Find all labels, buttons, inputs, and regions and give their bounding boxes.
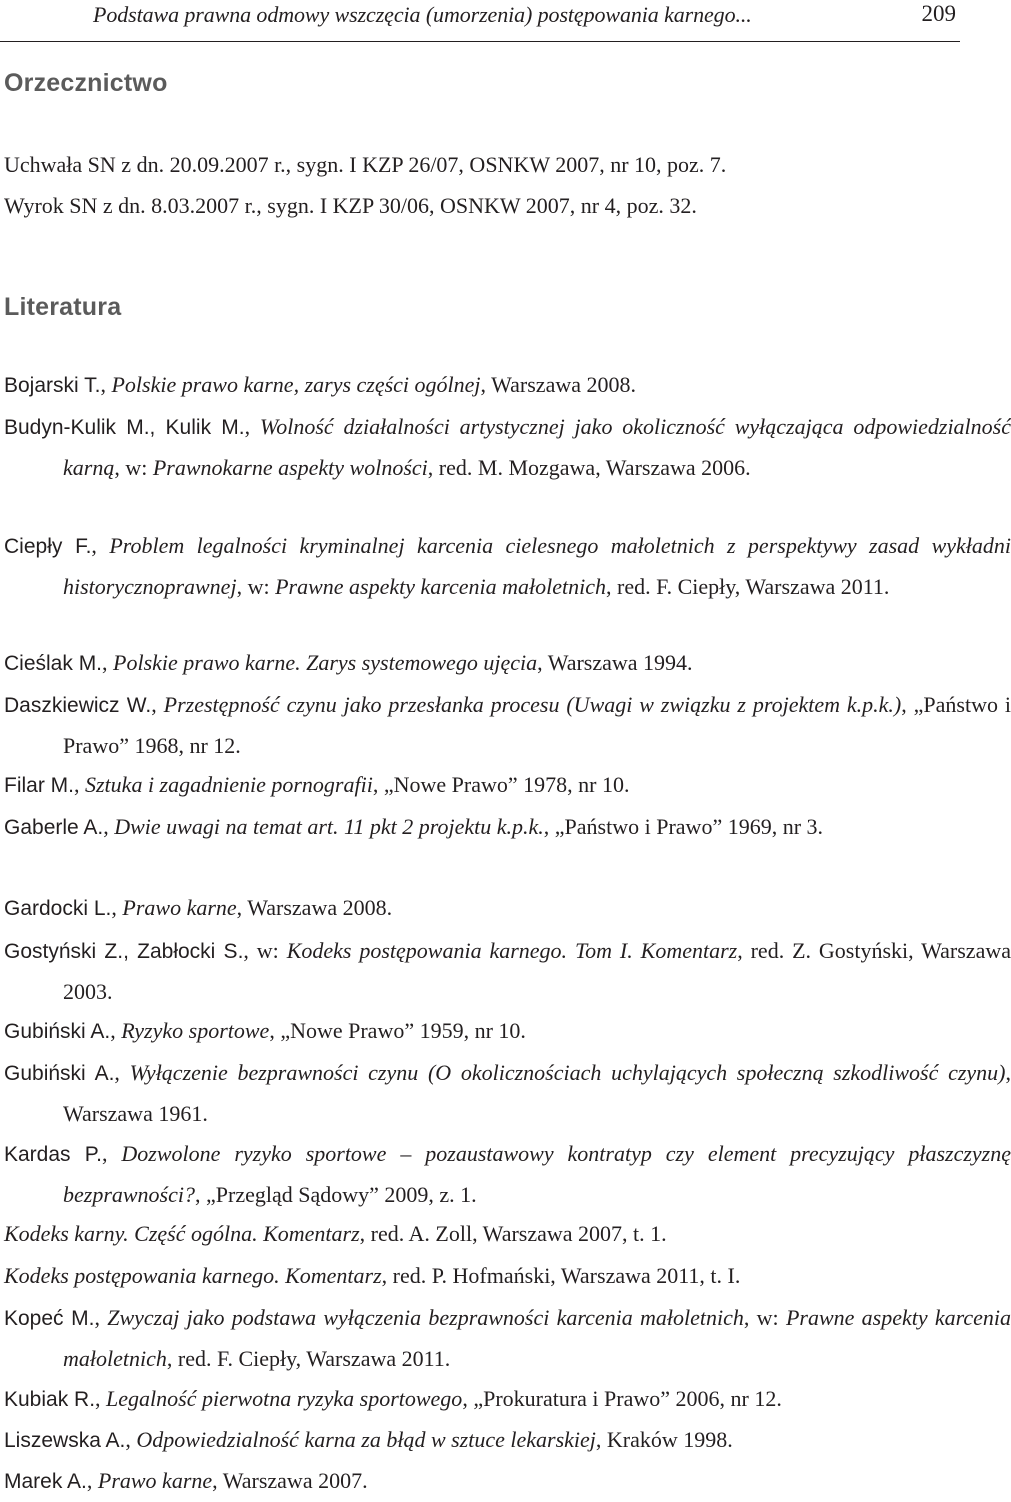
entry-separator: ,: [125, 1427, 137, 1452]
entry-details: , red. F. Ciepły, Warszawa 2011.: [166, 1346, 451, 1371]
entry-details: , red. M. Mozgawa, Warszawa 2006.: [427, 455, 751, 480]
bibliography-entry: [4, 1298, 1011, 1379]
bibliography-entry: [4, 1134, 1011, 1215]
entry-separator: ,: [95, 1386, 107, 1411]
entry-author: Gaberle A.: [4, 816, 104, 839]
entry-author: Gostyński Z., Zabłocki S.: [4, 940, 244, 963]
entry-details: , „Państwo i Prawo” 1969, nr 3.: [543, 814, 824, 839]
entry-title: Sztuka i zagadnienie pornografii: [85, 772, 373, 797]
entry-title: Prawo karne: [97, 1468, 213, 1493]
entry-author: Cieślak M.: [4, 652, 103, 675]
entry-details: , „Państwo i Prawo” 1968, nr 12.: [63, 692, 1011, 758]
bibliography-entry: [4, 526, 1011, 607]
entry-title: Dozwolone ryzyko sportowe – pozaustawowy kontratyp czy element precyzujący płaszczyznę bezprawności?: [63, 1141, 1011, 1207]
entry-details: , red. F. Ciepły, Warszawa 2011.: [606, 574, 890, 599]
entry-details: , red. Z. Gostyński, Warszawa 2003.: [63, 938, 1011, 1004]
entry-title: Problem legalności kryminalnej karcenia cielesnego małoletnich z perspektywy zasad wykładni historycznoprawnej: [63, 533, 1011, 599]
entry-separator: ,: [74, 772, 85, 797]
entry-author: Budyn-Kulik M., Kulik M.: [4, 416, 245, 439]
entry-author: Filar M.: [4, 774, 74, 797]
entry-title: Ryzyko sportowe: [121, 1018, 270, 1043]
entry-author: Kardas P.: [4, 1143, 102, 1166]
entry-separator: ,: [103, 814, 115, 839]
entry-title: Polskie prawo karne. Zarys systemowego ujęcia: [113, 650, 538, 675]
bibliography-entry: [4, 888, 1011, 929]
case-law-item: Uchwała SN z dn. 20.09.2007 r., sygn. I KZP 26/07, OSNKW 2007, nr 10, poz. 7.: [4, 152, 727, 177]
entry-details: , Kraków 1998.: [595, 1427, 733, 1452]
page-number: 209: [921, 1, 956, 26]
entry-author: Daszkiewicz W.: [4, 694, 152, 717]
entry-separator: ,: [100, 372, 112, 397]
entry-title: Przestępność czynu jako przesłanka procesu (Uwagi w związku z projektem k.p.k.): [163, 692, 902, 717]
entry-title: Odpowiedzialność karna za błąd w sztuce lekarskiej: [136, 1427, 596, 1452]
entry-details: , „Przegląd Sądowy” 2009, z. 1.: [195, 1182, 477, 1207]
entry-separator: ,: [91, 533, 110, 558]
entry-details: , Warszawa 2007.: [212, 1468, 368, 1493]
entry-title: Legalność pierwotna ryzyka sportowego: [106, 1386, 463, 1411]
section-heading-literature: Literatura: [4, 293, 122, 321]
case-law-item: Wyrok SN z dn. 8.03.2007 r., sygn. I KZP 30/06, OSNKW 2007, nr 4, poz. 32.: [4, 193, 697, 218]
entry-title: Kodeks karny. Część ogólna. Komentarz: [4, 1221, 360, 1246]
entry-author: Gubiński A.: [4, 1062, 115, 1085]
entry-title: Kodeks postępowania karnego. Komentarz: [4, 1263, 382, 1288]
bibliography-entry: [4, 365, 1011, 406]
section-heading-case-law: Orzecznictwo: [4, 69, 168, 97]
entry-collection-title: Prawne aspekty karcenia małoletnich: [63, 1305, 1011, 1371]
entry-collection-title: Prawne aspekty karcenia małoletnich: [275, 574, 606, 599]
entry-author: Ciepły F.: [4, 535, 92, 558]
entry-details: , Warszawa 2008.: [480, 372, 636, 397]
bibliography-entry: [4, 1461, 1011, 1502]
entry-details: , „Prokuratura i Prawo” 2006, nr 12.: [462, 1386, 782, 1411]
bibliography-entry: [4, 1011, 1011, 1052]
entry-collection-title: Prawnokarne aspekty wolności: [152, 455, 428, 480]
bibliography-entry: [4, 643, 1011, 684]
entry-separator: ,: [111, 895, 123, 920]
entry-details: , „Nowe Prawo” 1978, nr 10.: [372, 772, 630, 797]
entry-title: Dwie uwagi na temat art. 11 pkt 2 projektu k.p.k.: [114, 814, 544, 839]
entry-author: Gardocki L.: [4, 897, 112, 920]
entry-separator: ,: [86, 1468, 98, 1493]
entry-separator: ,: [151, 692, 164, 717]
entry-separator: , w:: [743, 1305, 786, 1330]
bibliography-entry: [4, 685, 1011, 766]
entry-details: , „Nowe Prawo” 1959, nr 10.: [269, 1018, 526, 1043]
running-head: [0, 0, 960, 42]
entry-author: Kubiak R.: [4, 1388, 96, 1411]
entry-separator: ,: [114, 1060, 130, 1085]
entry-author: Bojarski T.: [4, 374, 101, 397]
entry-title: Wolność działalności artystycznej jako okoliczność wyłączająca odpowiedzialność karną: [63, 414, 1011, 480]
entry-separator: ,: [102, 650, 114, 675]
entry-separator: , w:: [114, 455, 153, 480]
bibliography-entry: [4, 1053, 1011, 1134]
bibliography-entry: [4, 765, 1011, 806]
bibliography-entry: [4, 1256, 1011, 1297]
bibliography-entry: [4, 931, 1011, 1012]
entry-author: Kopeć M.: [4, 1307, 95, 1330]
running-head-title: Podstawa prawna odmowy wszczęcia (umorzenia) postępowania karnego...: [93, 2, 752, 27]
entry-author: Gubiński A.: [4, 1020, 111, 1043]
entry-title: Kodeks postępowania karnego. Tom I. Komentarz: [286, 938, 738, 963]
entry-details: , Warszawa 1994.: [537, 650, 693, 675]
entry-separator: ,: [110, 1018, 122, 1043]
entry-author: Liszewska A.: [4, 1429, 126, 1452]
bibliography-entry: [4, 1214, 1011, 1255]
entry-title: Prawo karne: [122, 895, 237, 920]
header-rule: [0, 41, 960, 42]
bibliography-entry: [4, 1379, 1011, 1420]
entry-separator: ,: [101, 1141, 122, 1166]
entry-separator: , w:: [236, 574, 276, 599]
entry-separator: ,: [94, 1305, 108, 1330]
entry-separator: ,: [244, 414, 260, 439]
entry-details: , Warszawa 1961.: [63, 1060, 1011, 1126]
entry-separator: , w:: [243, 938, 287, 963]
bibliography-entry: [4, 807, 1011, 848]
bibliography-entry: [4, 1420, 1011, 1461]
entry-details: , red. P. Hofmański, Warszawa 2011, t. I.: [381, 1263, 741, 1288]
entry-details: , red. A. Zoll, Warszawa 2007, t. 1.: [359, 1221, 667, 1246]
entry-author: Marek A.: [4, 1470, 87, 1493]
entry-title: Wyłączenie bezprawności czynu (O okolicznościach uchylających społeczną szkodliwość czynu): [129, 1060, 1006, 1085]
entry-details: , Warszawa 2008.: [236, 895, 393, 920]
bibliography-entry: [4, 407, 1011, 488]
entry-title: Zwyczaj jako podstawa wyłączenia bezprawności karcenia małoletnich: [107, 1305, 744, 1330]
entry-title: Polskie prawo karne, zarys części ogólnej: [111, 372, 481, 397]
